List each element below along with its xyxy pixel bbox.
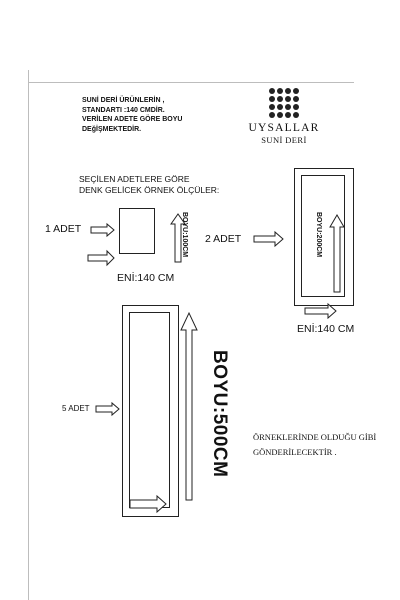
info-line: STANDARTI :140 CMDİR. bbox=[82, 106, 165, 114]
info-line: SUNİ DERİ ÜRÜNLERİN , bbox=[82, 97, 165, 104]
up-arrow-icon bbox=[171, 214, 185, 262]
width-label-2: ENİ:140 CM bbox=[297, 323, 355, 335]
right-arrow-icon bbox=[96, 403, 119, 415]
heading-line: DENK GELİCEK ÖRNEK ÖLÇÜLER: bbox=[79, 185, 220, 195]
right-arrow-icon bbox=[254, 232, 283, 246]
info-line: VERİLEN ADETE GÖRE BOYU bbox=[82, 116, 183, 123]
width-label-1: ENİ:140 CM bbox=[117, 272, 175, 284]
length-label-2: BOYU:200CM bbox=[315, 212, 322, 258]
qty-label-1: 1 ADET bbox=[45, 223, 82, 235]
right-arrow-icon bbox=[88, 251, 114, 265]
note-line: ÖRNEKLERİNDE OLDUĞU GİBİ bbox=[253, 432, 377, 442]
right-arrow-icon bbox=[130, 496, 166, 512]
qty-label-2: 2 ADET bbox=[205, 233, 242, 245]
qty-label-5: 5 ADET bbox=[62, 404, 90, 413]
length-label-1: BOYU:100CM bbox=[181, 212, 188, 258]
note-line: GÖNDERİLECEKTİR . bbox=[253, 447, 337, 457]
length-label-5: BOYU:500CM bbox=[209, 350, 230, 478]
brand-name: UYSALLAR bbox=[248, 122, 320, 134]
heading-line: SEÇİLEN ADETLERE GÖRE bbox=[79, 174, 190, 184]
up-arrow-icon bbox=[181, 313, 197, 500]
up-arrow-icon bbox=[330, 215, 344, 292]
info-line: DEğİŞMEKTEDİR. bbox=[82, 125, 142, 133]
right-arrow-icon bbox=[91, 224, 114, 236]
brand-subtitle: SUNİ DERİ bbox=[261, 135, 307, 145]
right-arrow-icon bbox=[305, 304, 336, 318]
